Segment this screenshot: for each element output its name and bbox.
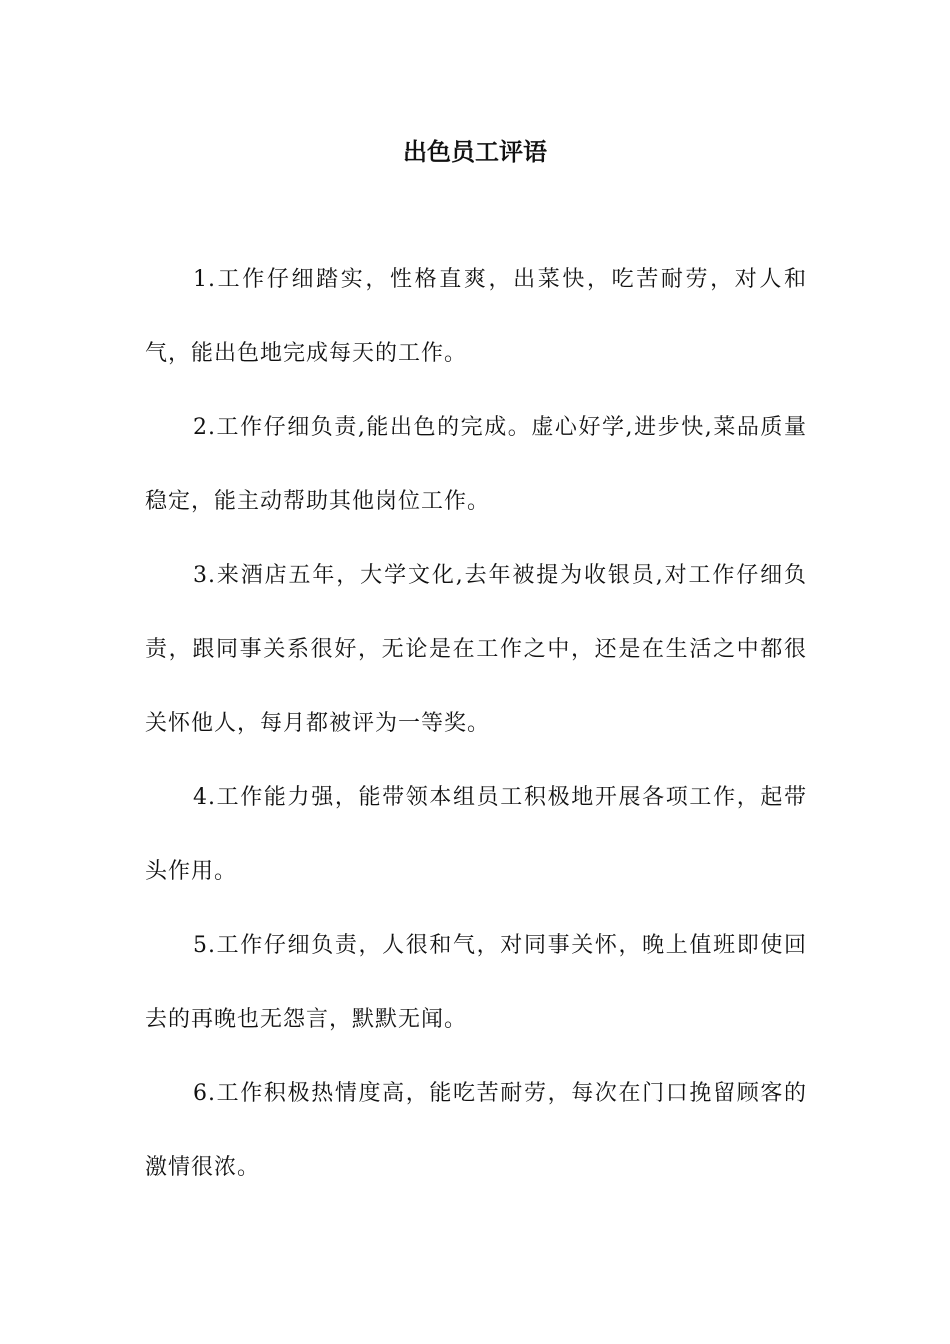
comment-item-4: 4.工作能力强，能带领本组员工积极地开展各项工作，起带头作用。 <box>145 785 807 884</box>
comment-item-6: 6.工作积极热情度高，能吃苦耐劳，每次在门口挽留顾客的激情很浓。 <box>145 1081 807 1180</box>
comment-item-2: 2.工作仔细负责,能出色的完成。虚心好学,进步快,菜品质量稳定，能主动帮助其他岗位工作。 <box>145 415 807 514</box>
comment-item-1: 1.工作仔细踏实，性格直爽，出菜快，吃苦耐劳，对人和气，能出色地完成每天的工作。 <box>145 267 807 366</box>
page-title: 出色员工评语 <box>403 138 547 166</box>
comment-item-3: 3.来酒店五年，大学文化,去年被提为收银员,对工作仔细负责，跟同事关系很好，无论是在工作之中，还是在生活之中都很关怀他人，每月都被评为一等奖。 <box>145 563 807 736</box>
comment-item-5: 5.工作仔细负责，人很和气，对同事关怀，晚上值班即使回去的再晚也无怨言，默默无闻。 <box>145 933 807 1032</box>
comment-list <box>145 243 807 1205</box>
